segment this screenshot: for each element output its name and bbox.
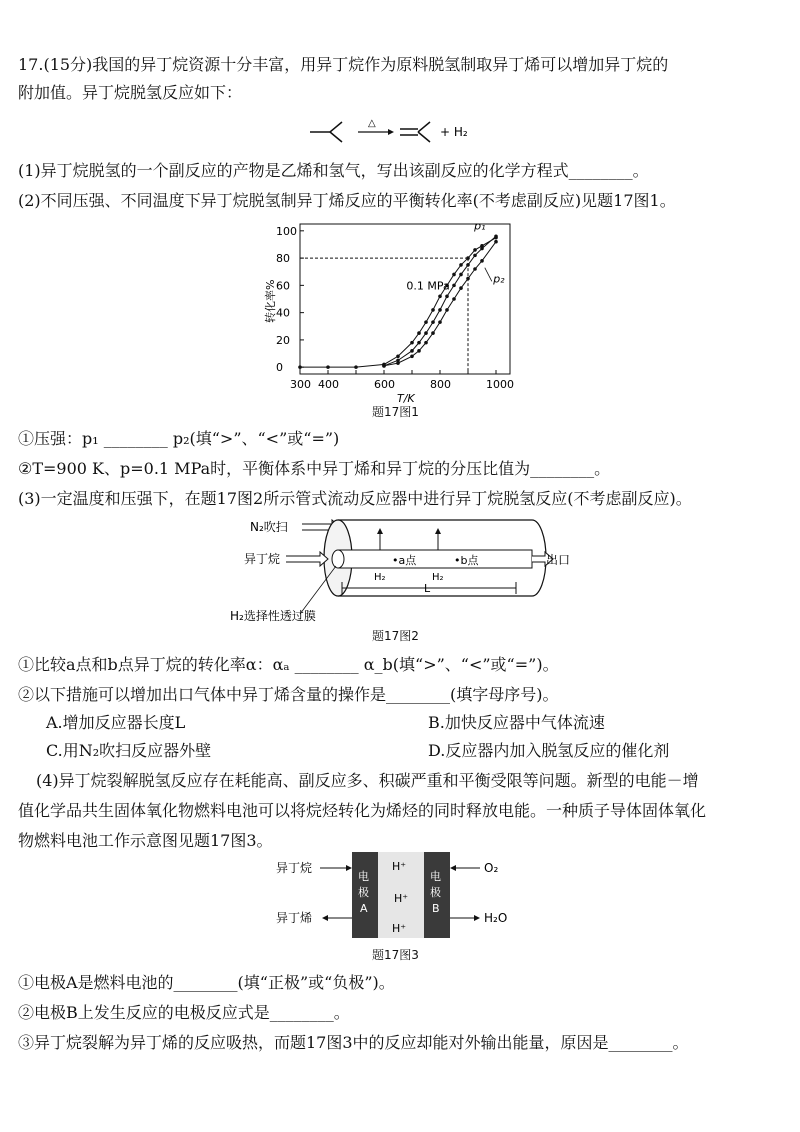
y-tick-label: 0 bbox=[276, 361, 283, 375]
proton-label-1: H⁺ bbox=[392, 860, 407, 873]
reaction-product: + H₂ bbox=[440, 125, 468, 139]
part4-question1: ①电极A是燃料电池的________(填“正极”或“负极”)。 bbox=[18, 973, 395, 992]
option-d: D.反应器内加入脱氢反应的催化剂 bbox=[428, 741, 670, 760]
water-output-label: H₂O bbox=[484, 911, 508, 925]
membrane-label: H₂选择性透过膜 bbox=[230, 609, 316, 623]
plot-frame bbox=[300, 224, 510, 374]
data-point bbox=[298, 365, 302, 369]
data-point bbox=[459, 263, 463, 267]
reaction-condition: △ bbox=[368, 118, 376, 129]
isobutane-feed-label: 异丁烷 bbox=[244, 552, 281, 566]
data-point bbox=[473, 267, 477, 271]
part3-question2: ②以下措施可以增加出口气体中异丁烯含量的操作是________(填字母序号)。 bbox=[18, 685, 559, 704]
part1-text: (1)异丁烷脱氢的一个副反应的产物是乙烯和氢气，写出该副反应的化学方程式________。 bbox=[18, 161, 649, 180]
isobutane-input-arrow-head bbox=[346, 865, 352, 871]
data-point bbox=[431, 331, 435, 335]
part4-question3: ③异丁烷裂解为异丁烯的反应吸热，而题17图3中的反应却能对外输出能量，原因是________。 bbox=[18, 1033, 689, 1052]
data-point bbox=[424, 331, 428, 335]
isobutene-bond-down bbox=[418, 132, 430, 142]
data-point bbox=[410, 354, 414, 358]
data-point bbox=[417, 331, 421, 335]
reaction-arrow-head bbox=[388, 129, 394, 135]
p2-pointer bbox=[485, 268, 492, 282]
data-point bbox=[424, 320, 428, 324]
h2-label-2: H₂ bbox=[432, 572, 444, 583]
data-point bbox=[466, 277, 470, 281]
h2-label-1: H₂ bbox=[374, 572, 386, 583]
proton-label-2: H⁺ bbox=[394, 892, 409, 905]
part2-question1: ①压强：p₁ ________ p₂(填“>”、“<”或“=”) bbox=[18, 429, 340, 448]
data-point bbox=[417, 349, 421, 353]
question-intro-line2: 附加值。异丁烷脱氢反应如下： bbox=[18, 83, 243, 102]
isobutane-input-label: 异丁烷 bbox=[276, 861, 313, 875]
part4-text-line2: 值化学品共生固体氧化物燃料电池可以将烷烃转化为烯烃的同时释放电能。一种质子导体固体氧化 bbox=[18, 801, 707, 820]
y-tick-label: 20 bbox=[276, 333, 290, 347]
data-point bbox=[452, 284, 456, 288]
electrode-a-label: 电 bbox=[358, 870, 369, 883]
data-point bbox=[396, 354, 400, 358]
part4-text-line3: 物燃料电池工作示意图见题17图3。 bbox=[18, 831, 273, 850]
y-tick-label: 40 bbox=[276, 306, 290, 320]
data-point bbox=[438, 308, 442, 312]
fuel-cell-diagram bbox=[270, 850, 530, 942]
data-point bbox=[410, 341, 414, 345]
part3-text: (3)一定温度和压强下，在题17图2所示管式流动反应器中进行异丁烷脱氢反应(不考虑副反应)。 bbox=[18, 489, 692, 508]
data-point bbox=[445, 294, 449, 298]
point-a-label: •a点 bbox=[392, 554, 417, 567]
figure2-caption: 题17图2 bbox=[372, 629, 419, 643]
data-point bbox=[438, 294, 442, 298]
outlet-label: 出口 bbox=[546, 553, 571, 567]
data-point bbox=[452, 273, 456, 277]
length-label: L bbox=[424, 582, 431, 595]
inner-membrane-tube bbox=[338, 550, 532, 568]
data-point bbox=[459, 286, 463, 290]
data-point bbox=[438, 320, 442, 324]
series-label-p1: p₁ bbox=[474, 219, 486, 233]
annotation-0-1mpa: 0.1 MPa bbox=[406, 279, 450, 293]
option-a: A.增加反应器长度L bbox=[46, 713, 186, 732]
electrode-a-label-2: 极 bbox=[358, 886, 369, 899]
option-b: B.加快反应器中气体流速 bbox=[428, 713, 605, 732]
oxygen-input-arrow-head bbox=[450, 865, 456, 871]
part2-text: (2)不同压强、不同温度下异丁烷脱氢制异丁烯反应的平衡转化率(不考虑副反应)见题17图1。 bbox=[18, 191, 676, 210]
isobutane-bond bbox=[330, 132, 342, 142]
point-b-label: •b点 bbox=[454, 554, 479, 567]
x-tick-label: 400 bbox=[318, 378, 339, 391]
n2-purge-label: N₂吹扫 bbox=[250, 520, 288, 534]
data-point bbox=[424, 341, 428, 345]
series-line-1 bbox=[384, 236, 496, 366]
data-point bbox=[445, 308, 449, 312]
series-label-p2: p₂ bbox=[493, 272, 505, 286]
electrode-b-letter: B bbox=[432, 902, 440, 915]
feed-arrow bbox=[286, 552, 328, 566]
data-point bbox=[354, 365, 358, 369]
tubular-reactor-diagram bbox=[230, 512, 580, 627]
data-point bbox=[396, 361, 400, 365]
data-point bbox=[480, 259, 484, 263]
data-point bbox=[431, 308, 435, 312]
part3-question1: ①比较a点和b点异丁烷的转化率α：αₐ ________ α_b(填“>”、“<”或“=”)。 bbox=[18, 655, 559, 674]
reaction-scheme bbox=[300, 110, 500, 146]
water-output-arrow-head bbox=[474, 915, 480, 921]
oxygen-input-label: O₂ bbox=[484, 861, 499, 875]
data-point bbox=[452, 297, 456, 301]
figure3-caption: 题17图3 bbox=[372, 948, 419, 962]
data-point bbox=[466, 256, 470, 260]
x-tick-label: 600 bbox=[374, 378, 395, 391]
data-point bbox=[473, 254, 477, 258]
x-tick-label: 800 bbox=[430, 378, 451, 391]
data-point bbox=[417, 341, 421, 345]
data-point bbox=[494, 234, 498, 238]
y-tick-label: 60 bbox=[276, 279, 290, 293]
isobutene-output-arrow-head bbox=[322, 915, 328, 921]
isobutene-bond-up bbox=[418, 122, 430, 132]
y-tick-label: 80 bbox=[276, 252, 290, 266]
x-tick-label: 300 bbox=[290, 378, 311, 391]
data-point bbox=[382, 364, 386, 368]
data-point bbox=[410, 349, 414, 353]
part4-question2: ②电极B上发生反应的电极反应式是________。 bbox=[18, 1003, 350, 1022]
electrode-a-letter: A bbox=[360, 902, 368, 915]
data-point bbox=[494, 240, 498, 244]
electrode-b-label: 电 bbox=[430, 870, 441, 883]
electrode-b-label-2: 极 bbox=[430, 886, 441, 899]
inner-tube-end bbox=[332, 550, 344, 568]
data-point bbox=[431, 320, 435, 324]
x-axis-label: T/K bbox=[397, 392, 415, 405]
part2-question2: ②T=900 K、p=0.1 MPa时，平衡体系中异丁烯和异丁烷的分压比值为________。 bbox=[18, 459, 611, 478]
question-intro-line1: 17.(15分)我国的异丁烷资源十分丰富，用异丁烷作为原料脱氢制取异丁烯可以增加异丁烷的 bbox=[18, 55, 669, 74]
series-line-2 bbox=[384, 242, 496, 366]
option-c: C.用N₂吹扫反应器外壁 bbox=[46, 741, 212, 760]
y-axis-label: 转化率% bbox=[264, 279, 277, 323]
isobutane-skeletal-formula bbox=[310, 122, 342, 132]
y-tick-label: 100 bbox=[276, 224, 297, 238]
part4-text-line1: (4)异丁烷裂解脱氢反应存在耗能高、副反应多、积碳严重和平衡受限等问题。新型的电能－增 bbox=[36, 771, 699, 790]
proton-label-3: H⁺ bbox=[392, 922, 407, 935]
conversion-chart bbox=[260, 218, 520, 404]
data-point bbox=[480, 247, 484, 251]
data-point bbox=[326, 365, 330, 369]
x-tick-label: 1000 bbox=[486, 378, 514, 391]
data-point bbox=[459, 273, 463, 277]
isobutene-output-label: 异丁烯 bbox=[276, 911, 313, 925]
data-point bbox=[473, 248, 477, 252]
data-point bbox=[466, 263, 470, 267]
figure1-caption: 题17图1 bbox=[372, 405, 419, 419]
